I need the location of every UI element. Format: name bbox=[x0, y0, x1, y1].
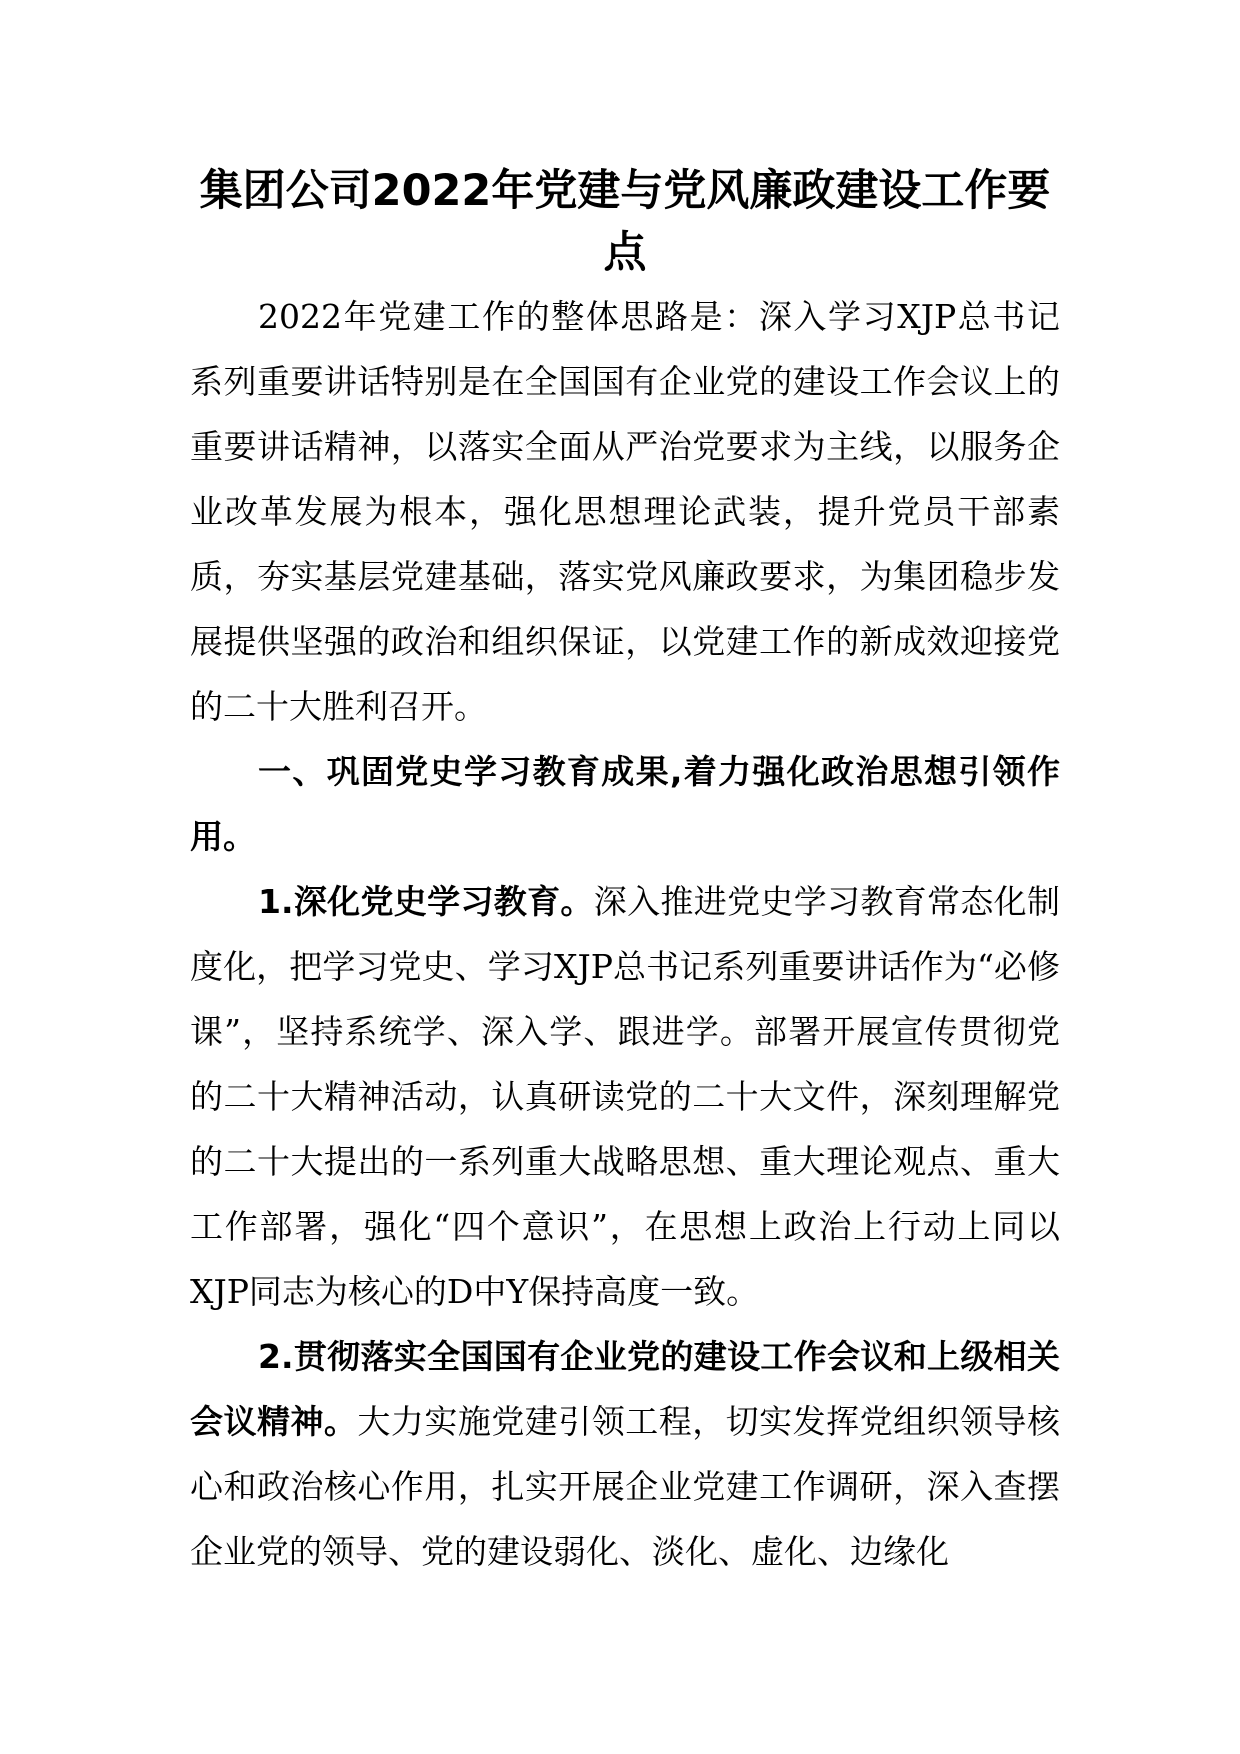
document-title: 集团公司2022年党建与党风廉政建设工作要点 bbox=[199, 166, 1051, 278]
item-lead-1: 1.深化党史学习教育。 bbox=[258, 882, 594, 921]
section-heading-1: 一、巩固党史学习教育成果,着力强化政治思想引领作用。 bbox=[190, 752, 1060, 856]
item-paragraph-2 bbox=[190, 1324, 1060, 1584]
item-lead-2: 2.贯彻落实全国国有企业党的建设工作会议和上级相关会议精神。 bbox=[190, 1337, 1060, 1441]
item-paragraph-1 bbox=[190, 869, 1060, 1324]
document-body bbox=[190, 160, 1060, 1584]
item-body-2: 大力实施党建引领工程，切实发挥党组织领导核心和政治核心作用，扎实开展企业党建工作调研，深入查摆企业党的领导、党的建设弱化、淡化、虚化、边缘化 bbox=[190, 1402, 1061, 1571]
intro-paragraph: 2022年党建工作的整体思路是：深入学习XJP总书记系列重要讲话特别是在全国国有企业党的建设工作会议上的重要讲话精神，以落实全面从严治党要求为主线，以服务企业改革发展为根本，强化思想理论武装，提升党员干部素质，夯实基层党建基础，落实党风廉政要求，为集团稳步发展提供坚强的政治和组织保证，以党建工作的新成效迎接党的二十大胜利召开。 bbox=[190, 297, 1060, 726]
item-body-1: 深入推进党史学习教育常态化制度化，把学习党史、学习XJP总书记系列重要讲话作为“必修课”，坚持系统学、深入学、跟进学。部署开展宣传贯彻党的二十大精神活动，认真研读党的二十大文件，深刻理解党的二十大提出的一系列重大战略思想、重大理论观点、重大工作部署，强化“四个意识”，在思想上政治上行动上同以XJP同志为核心的D中Y保持高度一致。 bbox=[190, 882, 1061, 1311]
